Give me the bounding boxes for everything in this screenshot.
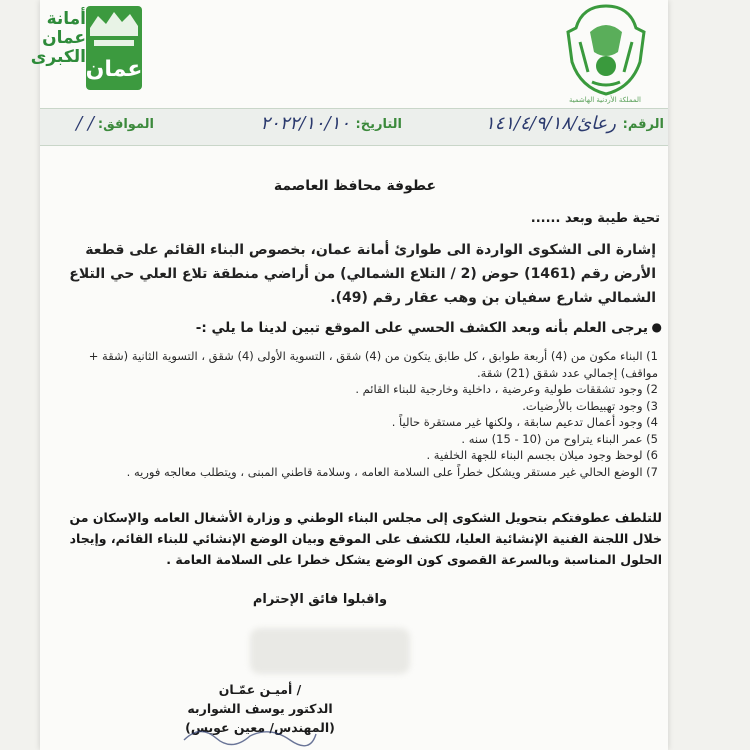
signature-scribble-icon — [180, 718, 320, 748]
findings-intro-text: يرجى العلم بأنه وبعد الكشف الحسي على الموقع تبين لدينا ما يلي :- — [195, 320, 648, 336]
reference-bar — [40, 108, 668, 146]
list-item: 3) وجود تهبيطات بالأرضيات. — [522, 398, 658, 413]
amman-logo — [30, 4, 143, 92]
closing-paragraph: للتلطف عطوفتكم بتحويل الشكوى إلى مجلس البناء الوطني و وزارة الأشغال العامه والإسكان من خلال اللجنة الفنية الإنشائية العليا، للكشف على الموقع وبيان الوضع الإنشائي للبناء القائم، وإيجاد الحلول المناسبة وبالسرعة القصوى كون الوضع يشكل خطرا على السلامة العامة . — [69, 510, 662, 567]
amman-logo-text: أمانة عمان الكبرى — [30, 9, 86, 67]
date-label: التاريخ: — [355, 117, 402, 132]
list-item: 7) الوضع الحالي غير مستقر ويشكل خطراً على السلامة العامه ، وسلامة قاطني المبنى ، ويتطلب معالجه فوريه . — [126, 464, 658, 479]
hijri-label: الموافق: — [97, 117, 154, 132]
number-label: الرقم: — [622, 117, 664, 132]
signatory-title: / أميـن عمّـان — [218, 682, 302, 697]
letter-title: عطوفة محافظ العاصمة — [273, 178, 437, 194]
amman-logo-emblem — [86, 6, 142, 90]
findings-intro — [48, 320, 662, 336]
amman-logo-word: عمان — [85, 57, 143, 82]
date-value: ٢٠٢٢/١٠/١٠ — [260, 113, 350, 134]
crest-caption: المملكة الأردنية الهاشمية — [568, 96, 642, 104]
list-item: 1) البناء مكون من (4) أربعة طوابق ، كل طابق يتكون من (4) شقق ، التسوية الأولى (4) شقق ، التسوية الثانية (شقة + مواقف) إجمالي عدد شقق (21) شقة. — [88, 349, 658, 380]
signatory-engineer: (المهندس/ معين عويس) — [185, 720, 335, 735]
list-item: 4) وجود أعمال تدعيم سابقة ، ولكنها غير مستقرة حالياً . — [391, 415, 658, 429]
regards-line: واقبلوا فائق الإحترام — [252, 592, 388, 607]
number-value: رعائ/١٤١/٤/٩/١٨ — [485, 113, 616, 134]
list-item: 2) وجود تشققات طولية وعرضية ، داخلية وخارجية للبناء القائم . — [355, 382, 658, 396]
greeting: تحية طيبة وبعد ...... — [530, 211, 660, 226]
list-item: 6) لوحظ وجود ميلان بجسم البناء للجهة الخلفية . — [426, 448, 658, 462]
list-item: 5) عمر البناء يتراوح من (10 - 15) سنه . — [461, 431, 658, 446]
signatory-name: الدكتور يوسف الشواربه — [187, 701, 333, 716]
bullet-icon: ● — [651, 320, 662, 334]
jordan-crest-icon — [560, 2, 652, 98]
letter-sheet — [30, 0, 668, 750]
findings-list — [68, 348, 658, 480]
redacted-stamp — [250, 628, 410, 674]
intro-paragraph: إشارة الى الشكوى الواردة الى طوارئ أمانة عمان، بخصوص البناء القائم على قطعة الأرض رقم (1461) حوض (2 / التلاع الشمالي) من أراضي منطقة تلاع العلي حي التلاع الشمالي شارع سفيان بن وهب عقار رقم (49). — [69, 242, 656, 306]
hijri-value: / / — [76, 113, 94, 134]
